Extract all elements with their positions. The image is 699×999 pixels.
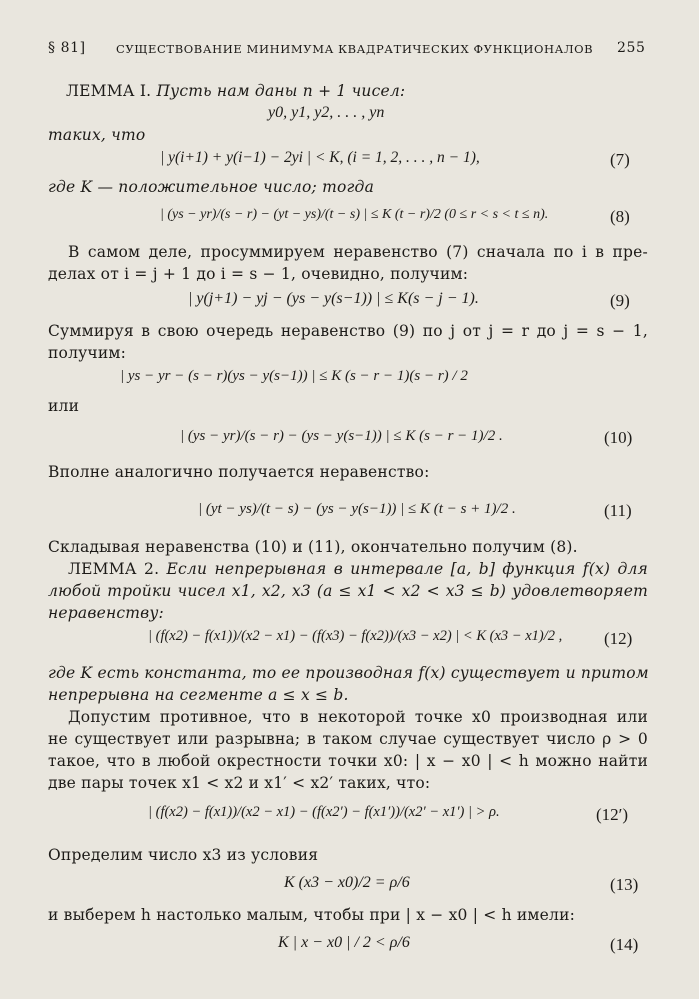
equation-12-prime-tag: (12′) <box>596 805 629 824</box>
paragraph-3: Вполне аналогично получается неравенство: <box>48 463 430 481</box>
text-positive-k: где K — положительное число; тогда <box>48 178 375 196</box>
lemma1-label: ЛЕММА I. <box>66 82 152 100</box>
paragraph-7: Определим число x3 из условия <box>48 846 319 864</box>
lemma1-such: таких, что <box>48 126 146 144</box>
equation-10-tag: (10) <box>604 428 633 447</box>
paragraph-2-line-1: Суммируя в свою очередь неравенство (9) по j от j = r до j = s − 1, <box>48 322 648 340</box>
lemma2-line-2: любой тройки чисел x1, x2, x3 (a ≤ x1 < x2 < x3 ≤ b) удовлетворяет <box>48 582 648 600</box>
lemma1-heading <box>66 82 405 100</box>
equation-13-tag: (13) <box>610 875 639 894</box>
equation-13: K (x3 − x0)/2 = ρ/6 <box>284 874 410 891</box>
paragraph-6-line-4: две пары точек x1 < x2 и x1′ < x2′ таких, что: <box>48 774 431 792</box>
lemma2-label: ЛЕММА 2. <box>68 560 160 578</box>
equation-8-tag: (8) <box>610 207 630 226</box>
equation-11-tag: (11) <box>604 501 632 520</box>
equation-14: K | x − x0 | / 2 < ρ/6 <box>278 934 410 951</box>
paragraph-4: Складывая неравенства (10) и (11), окончательно получим (8). <box>48 538 578 556</box>
paragraph-6-line-3: такое, что в любой окрестности точки x0: | x − x0 | < h можно найти <box>48 752 648 770</box>
paragraph-5-line-2: непрерывна на сегменте a ≤ x ≤ b. <box>48 686 349 704</box>
equation-summed: | ys − yr − (s − r)(ys − y(s−1)) | ≤ K (s − r − 1)(s − r) / 2 <box>120 368 468 384</box>
equation-7-tag: (7) <box>610 150 630 169</box>
text-or: или <box>48 397 80 415</box>
equation-9: | y(j+1) − yj − (ys − y(s−1)) | ≤ K(s − j − 1). <box>188 290 479 307</box>
lemma1-statement: Пусть нам даны n + 1 чисел: <box>156 82 406 100</box>
equation-8: | (ys − yr)/(s − r) − (yt − ys)/(t − s) | ≤ K (t − r)/2 (0 ≤ r < s < t ≤ n). <box>160 207 549 222</box>
paragraph-2-line-2: получим: <box>48 344 127 362</box>
paragraph-1-line-1: В самом деле, просуммируем неравенство (7) сначала по i в пре- <box>68 243 648 261</box>
page-number: 255 <box>617 40 646 56</box>
equation-10: | (ys − yr)/(s − r) − (ys − y(s−1)) | ≤ K (s − r − 1)/2 . <box>180 428 503 444</box>
paragraph-8: и выберем h настолько малым, чтобы при | x − x0 | < h имели: <box>48 906 576 924</box>
lemma2-line-1 <box>48 560 648 578</box>
paragraph-6-line-1: Допустим противное, что в некоторой точке x0 производная или <box>68 708 648 726</box>
equation-11: | (yt − ys)/(t − s) − (ys − y(s−1)) | ≤ K (t − s + 1)/2 . <box>198 501 516 517</box>
header-section: § 81] <box>48 40 86 56</box>
lemma2-text-1: Если непрерывная в интервале [a, b] функция f(x) для <box>166 560 648 578</box>
lemma2-line-3: неравенству: <box>48 604 164 622</box>
paragraph-1-line-2: делах от i = j + 1 до i = s − 1, очевидно, получим: <box>48 265 469 283</box>
equation-14-tag: (14) <box>610 935 639 954</box>
equation-9-tag: (9) <box>610 291 630 310</box>
equation-12-tag: (12) <box>604 629 633 648</box>
equation-7: | y(i+1) + y(i−1) − 2yi | < K, (i = 1, 2, . . . , n − 1), <box>160 149 480 166</box>
sequence-formula: y0, y1, y2, . . . , yn <box>268 104 385 121</box>
header-title: СУЩЕСТВОВАНИЕ МИНИМУМА КВАДРАТИЧЕСКИХ ФУНКЦИОНАЛОВ <box>116 42 594 56</box>
paragraph-6-line-2: не существует или разрывна; в таком случае существует число ρ > 0 <box>48 730 648 748</box>
equation-12-prime: | (f(x2) − f(x1))/(x2 − x1) − (f(x2′) − f(x1′))/(x2′ − x1′) | > ρ. <box>148 804 500 820</box>
equation-12: | (f(x2) − f(x1))/(x2 − x1) − (f(x3) − f(x2))/(x3 − x2) | < K (x3 − x1)/2 , <box>148 628 563 644</box>
paragraph-5-line-1: где K есть константа, то ее производная f(x) существует и притом <box>48 664 649 682</box>
